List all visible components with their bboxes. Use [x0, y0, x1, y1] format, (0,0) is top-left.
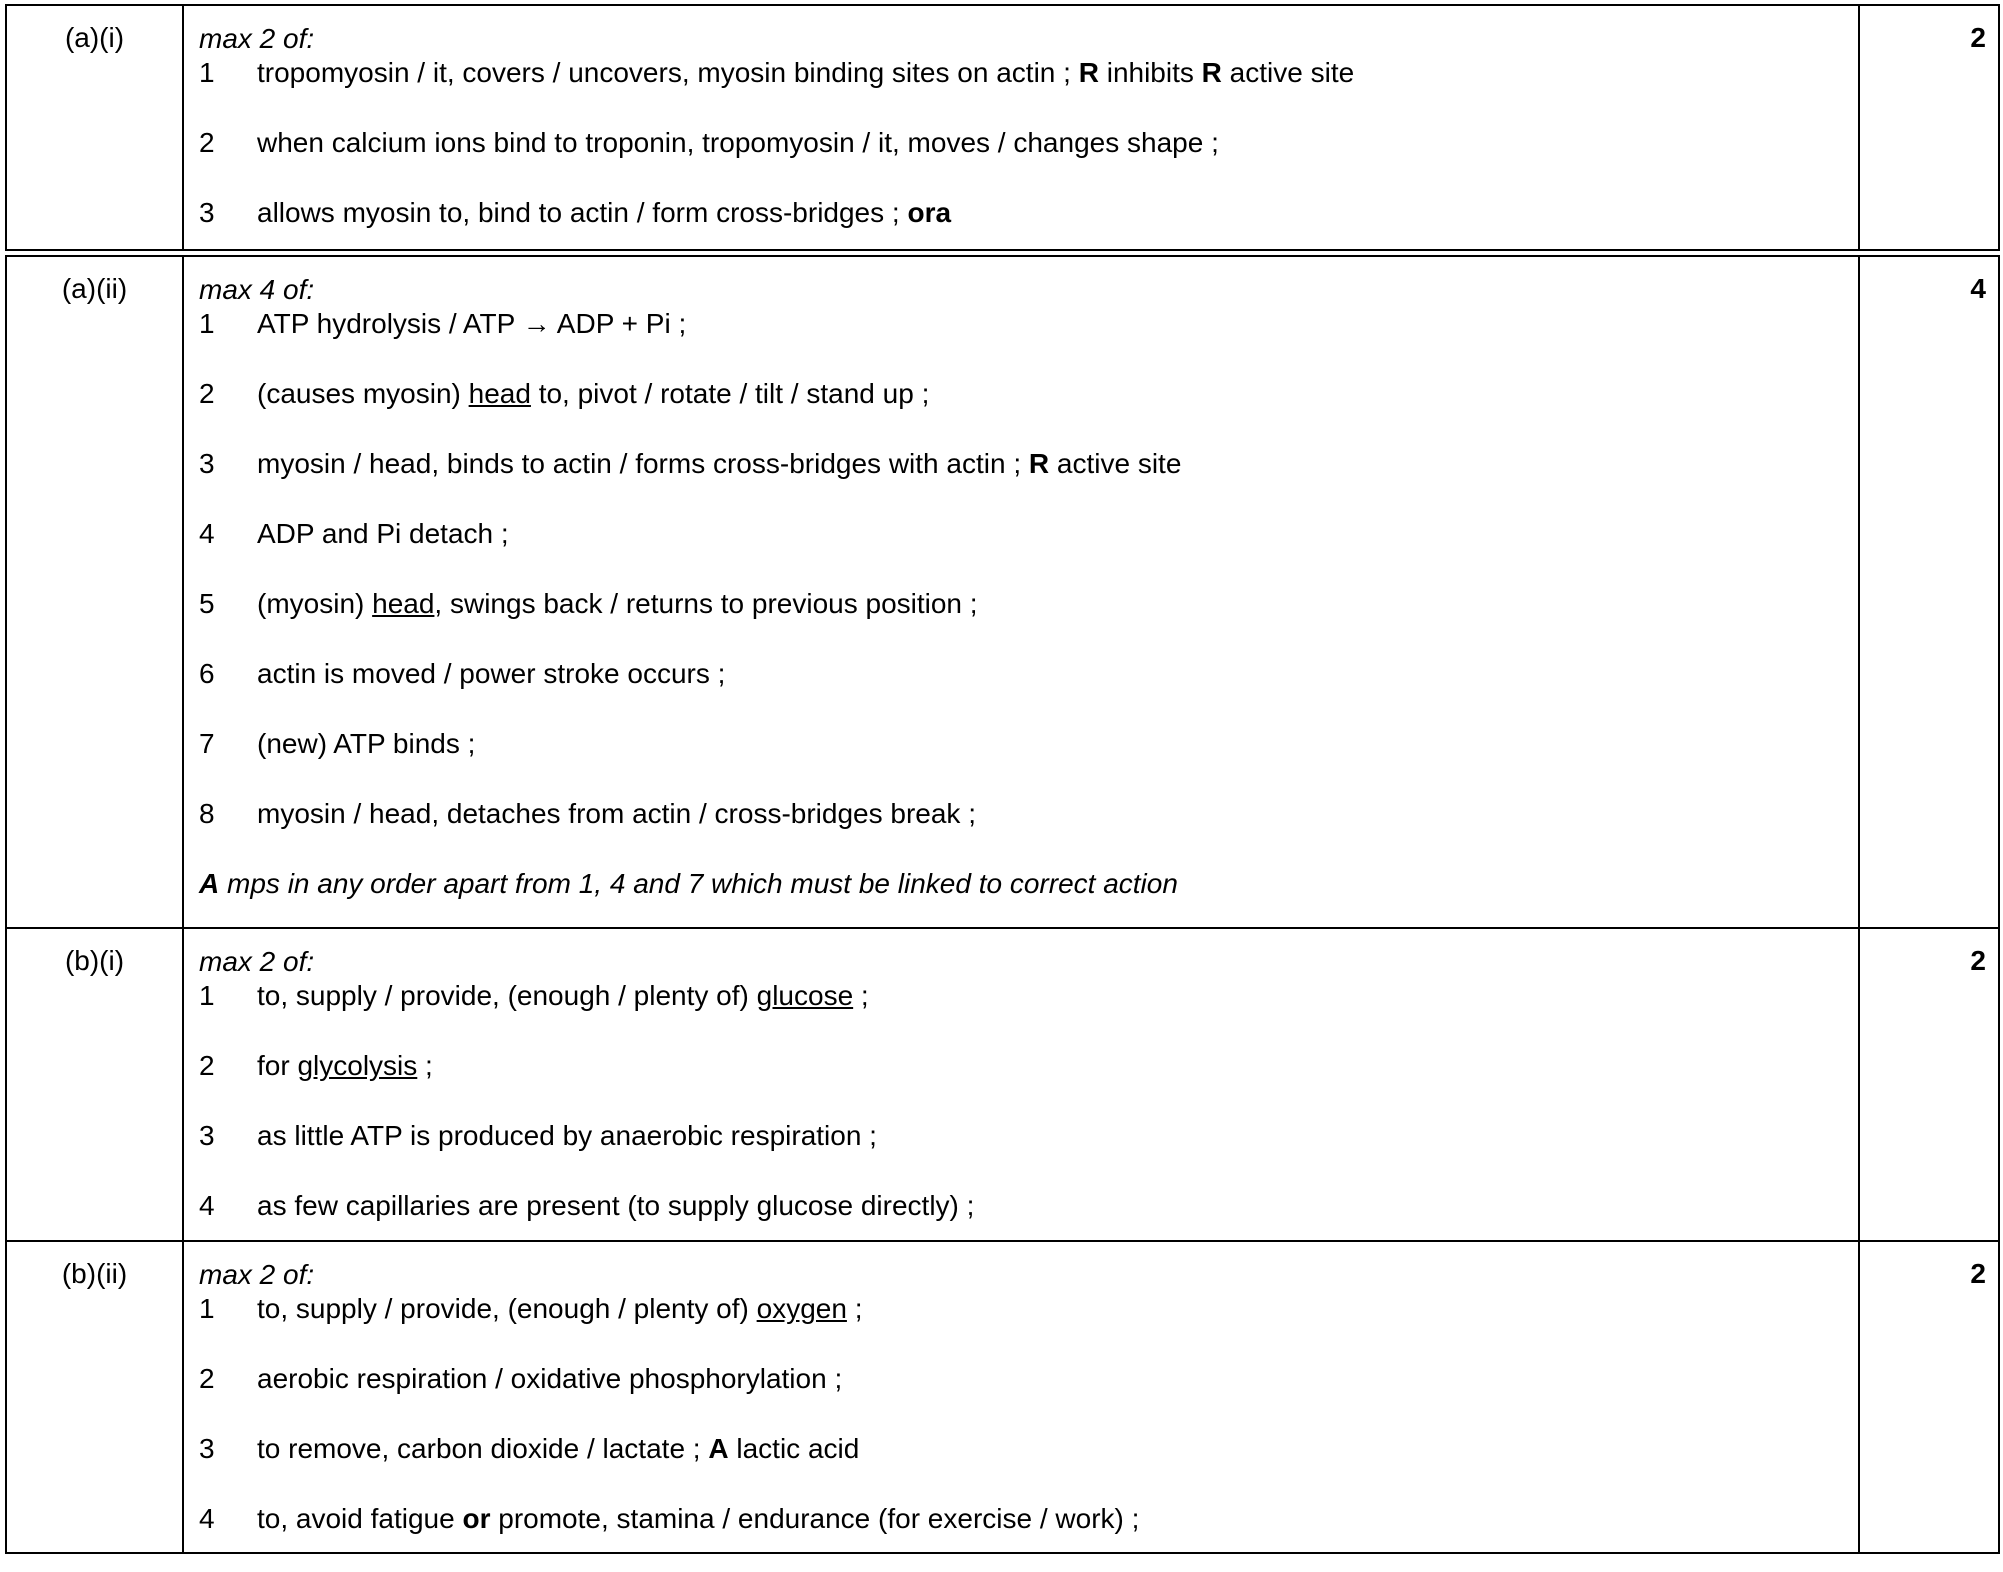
max-label: max 4 of:: [199, 274, 315, 305]
point-text: , swings back / returns to previous position ;: [434, 588, 978, 619]
point-text: myosin / head, binds to actin / forms cross-bridges with actin ;: [257, 448, 1029, 479]
point-bold: R: [1078, 57, 1099, 88]
point-bold: R: [1028, 448, 1050, 479]
answer-cell: [199, 1258, 1858, 1572]
part-row-b-ii: [7, 1240, 1998, 1554]
question-number: (a)(i): [64, 22, 125, 53]
point-number: 7: [199, 728, 215, 759]
point-bold: R: [1201, 57, 1222, 88]
question-number: (b)(ii): [61, 1258, 128, 1289]
point-text: actin is moved / power stroke occurs ;: [257, 658, 726, 689]
marking-point: [199, 517, 1858, 587]
point-text: lactic acid: [728, 1433, 860, 1464]
point-number: 1: [199, 980, 215, 1011]
point-text: to, avoid fatigue: [257, 1503, 463, 1534]
answer-cell: [199, 273, 1858, 901]
point-text: aerobic respiration / oxidative phosphorylation ;: [257, 1363, 843, 1394]
mark-value: 2: [1970, 22, 1986, 53]
marking-point: [199, 447, 1858, 517]
point-underlined: head: [468, 378, 531, 409]
point-text: to remove, carbon dioxide / lactate ;: [257, 1433, 709, 1464]
point-text: active site: [1049, 448, 1182, 479]
mark-value: 4: [1970, 273, 1986, 304]
point-text: as few capillaries are present (to supply glucose directly) ;: [257, 1190, 975, 1221]
point-text: to, supply / provide, (enough / plenty of): [257, 1293, 757, 1324]
note-bold: A: [199, 868, 220, 899]
point-number: 3: [199, 197, 215, 228]
point-text: (myosin): [257, 588, 373, 619]
point-number: 5: [199, 588, 215, 619]
point-number: 1: [199, 57, 215, 88]
point-text: to, pivot / rotate / tilt / stand up ;: [530, 378, 930, 409]
marking-point: [199, 1502, 1858, 1572]
max-label: max 2 of:: [199, 1259, 315, 1290]
note-text: mps in any order apart from 1, 4 and 7 which must be linked to correct action: [219, 868, 1178, 899]
point-text: to, supply / provide, (enough / plenty of): [257, 980, 757, 1011]
part-row-b-i: [7, 927, 1998, 1242]
marking-point: [199, 1292, 1858, 1362]
point-bold: or: [462, 1503, 491, 1534]
marking-point: [199, 126, 1858, 196]
marking-point: [199, 587, 1858, 657]
marking-point: [199, 979, 1858, 1049]
point-text: (new) ATP binds ;: [257, 728, 476, 759]
point-number: 6: [199, 658, 215, 689]
part-row-a-i: [7, 6, 1998, 249]
mark-value: 2: [1970, 945, 1986, 976]
marking-point: [199, 307, 1858, 377]
mark-value: 2: [1970, 1258, 1986, 1289]
point-underlined: oxygen: [756, 1293, 847, 1324]
point-text: as little ATP is produced by anaerobic respiration ;: [257, 1120, 877, 1151]
point-text: myosin / head, detaches from actin / cross-bridges break ;: [257, 798, 976, 829]
point-text: tropomyosin / it, covers / uncovers, myosin binding sites on actin ;: [257, 57, 1079, 88]
part-row-a-ii: [7, 257, 1998, 927]
point-text: inhibits: [1098, 57, 1202, 88]
point-number: 2: [199, 1363, 215, 1394]
marking-point: [199, 1049, 1858, 1119]
mark-scheme-table-a-i: [5, 4, 2000, 251]
point-number: 2: [199, 1050, 215, 1081]
point-underlined: head: [372, 588, 435, 619]
point-text: ;: [846, 1293, 863, 1324]
point-number: 8: [199, 798, 215, 829]
marking-note: [199, 867, 1858, 901]
point-underlined: glycolysis: [297, 1050, 418, 1081]
point-text: for: [257, 1050, 298, 1081]
point-bold: ora: [907, 197, 952, 228]
point-underlined: glucose: [756, 980, 854, 1011]
marking-point: [199, 727, 1858, 797]
marking-point: [199, 56, 1858, 126]
point-number: 3: [199, 448, 215, 479]
point-text: allows myosin to, bind to actin / form cross-bridges ;: [257, 197, 908, 228]
point-text: promote, stamina / endurance (for exercise / work) ;: [490, 1503, 1140, 1534]
marking-point: [199, 1432, 1858, 1502]
point-number: 3: [199, 1433, 215, 1464]
point-text: (causes myosin): [257, 378, 469, 409]
point-bold: A: [708, 1433, 729, 1464]
point-number: 1: [199, 1293, 215, 1324]
point-number: 2: [199, 378, 215, 409]
point-number: 4: [199, 1190, 215, 1221]
point-text: active site: [1221, 57, 1355, 88]
answer-cell: [199, 22, 1858, 266]
point-number: 2: [199, 127, 215, 158]
point-text: ;: [853, 980, 869, 1011]
max-label: max 2 of:: [199, 946, 315, 977]
marking-point: [199, 797, 1858, 867]
max-label: max 2 of:: [199, 23, 315, 54]
question-number: (a)(ii): [61, 273, 128, 304]
question-number: (b)(i): [64, 945, 125, 976]
marking-point: [199, 1119, 1858, 1189]
point-number: 4: [199, 518, 215, 549]
point-number: 3: [199, 1120, 215, 1151]
marking-point: [199, 657, 1858, 727]
point-text: ADP and Pi detach ;: [257, 518, 509, 549]
point-number: 1: [199, 308, 215, 339]
point-text: when calcium ions bind to troponin, tropomyosin / it, moves / changes shape ;: [257, 127, 1219, 158]
marking-point: [199, 377, 1858, 447]
answer-cell: [199, 945, 1858, 1259]
marking-point: [199, 1362, 1858, 1432]
point-text: ATP hydrolysis / ATP → ADP + Pi ;: [257, 308, 687, 339]
point-number: 4: [199, 1503, 215, 1534]
mark-scheme-table-main: [5, 255, 2000, 1554]
point-text: ;: [417, 1050, 433, 1081]
